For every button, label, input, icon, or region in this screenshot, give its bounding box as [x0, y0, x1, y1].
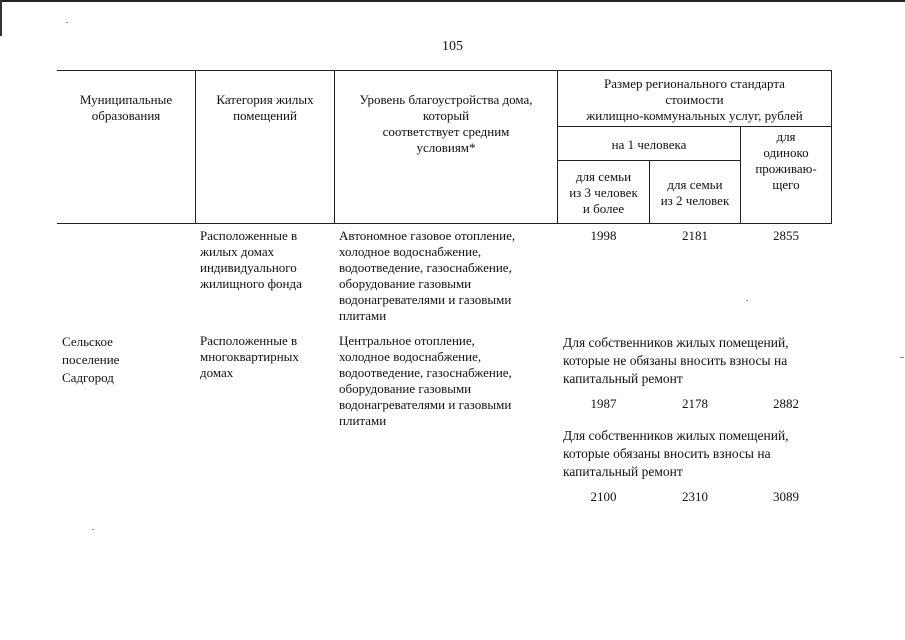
row2-category: Расположенные в многоквартирных домах: [200, 333, 299, 380]
row2-value1-single: 2882: [773, 396, 799, 411]
header-standard-size: Размер регионального стандарта стоимости жилищно-коммунальных услуг, рублей: [586, 76, 803, 123]
header-per-person: на 1 человека: [611, 137, 687, 152]
row2-note-no-capital-repair: Для собственников жилых помещений, которые не обязаны вносить взносы на капитальный ремонт: [563, 335, 789, 386]
municipality-name: Сельское поселение Садгород: [62, 334, 120, 385]
row2-comfort-level: Центральное отопление, холодное водоснабжение, водоотведение, газоснабжение, оборудование газовыми водонагревателями и газовыми плитами: [339, 333, 512, 428]
scan-border-left: [0, 0, 2, 36]
row1-comfort-level: Автономное газовое отопление, холодное водоснабжение, водоотведение, газоснабжение, оборудование газовыми водонагревателями и газовыми плитами: [339, 228, 516, 323]
row2-value1-family3: 1987: [590, 396, 617, 411]
row2-value2-single: 3089: [773, 489, 799, 504]
row2-value1-family2: 2178: [682, 396, 708, 411]
scan-border-top: [0, 0, 905, 2]
scan-speck: [900, 357, 904, 358]
row1-value-single: 2855: [773, 228, 799, 243]
scan-speck: [746, 300, 748, 301]
row2-value2-family3: 2100: [590, 489, 617, 504]
scan-speck: [66, 22, 68, 23]
table-top-rule: [57, 70, 832, 71]
scan-speck: [92, 529, 94, 530]
col-divider-right: [831, 70, 832, 223]
row1-value-family2: 2181: [682, 228, 708, 243]
header-municipality: Муниципальные образования: [79, 92, 173, 123]
header-category: Категория жилых помещений: [216, 92, 314, 123]
header-family-3: для семьи из 3 человек и более: [569, 169, 638, 216]
header-family-2: для семьи из 2 человек: [660, 177, 730, 208]
header-bottom-rule: [57, 223, 832, 224]
page-number: 105: [442, 39, 463, 54]
row2-value2-family2: 2310: [682, 489, 708, 504]
header-comfort-level: Уровень благоустройства дома, который соответствует средним условиям*: [359, 92, 533, 155]
header-single: для одиноко проживаю- щего: [755, 129, 817, 192]
group-subheader-rule: [557, 126, 832, 127]
row2-note-capital-repair: Для собственников жилых помещений, которые обязаны вносить взносы на капитальный ремонт: [563, 428, 789, 479]
row1-category: Расположенные в жилых домах индивидуального жилищного фонда: [200, 228, 302, 291]
row1-value-family3: 1998: [590, 228, 617, 243]
